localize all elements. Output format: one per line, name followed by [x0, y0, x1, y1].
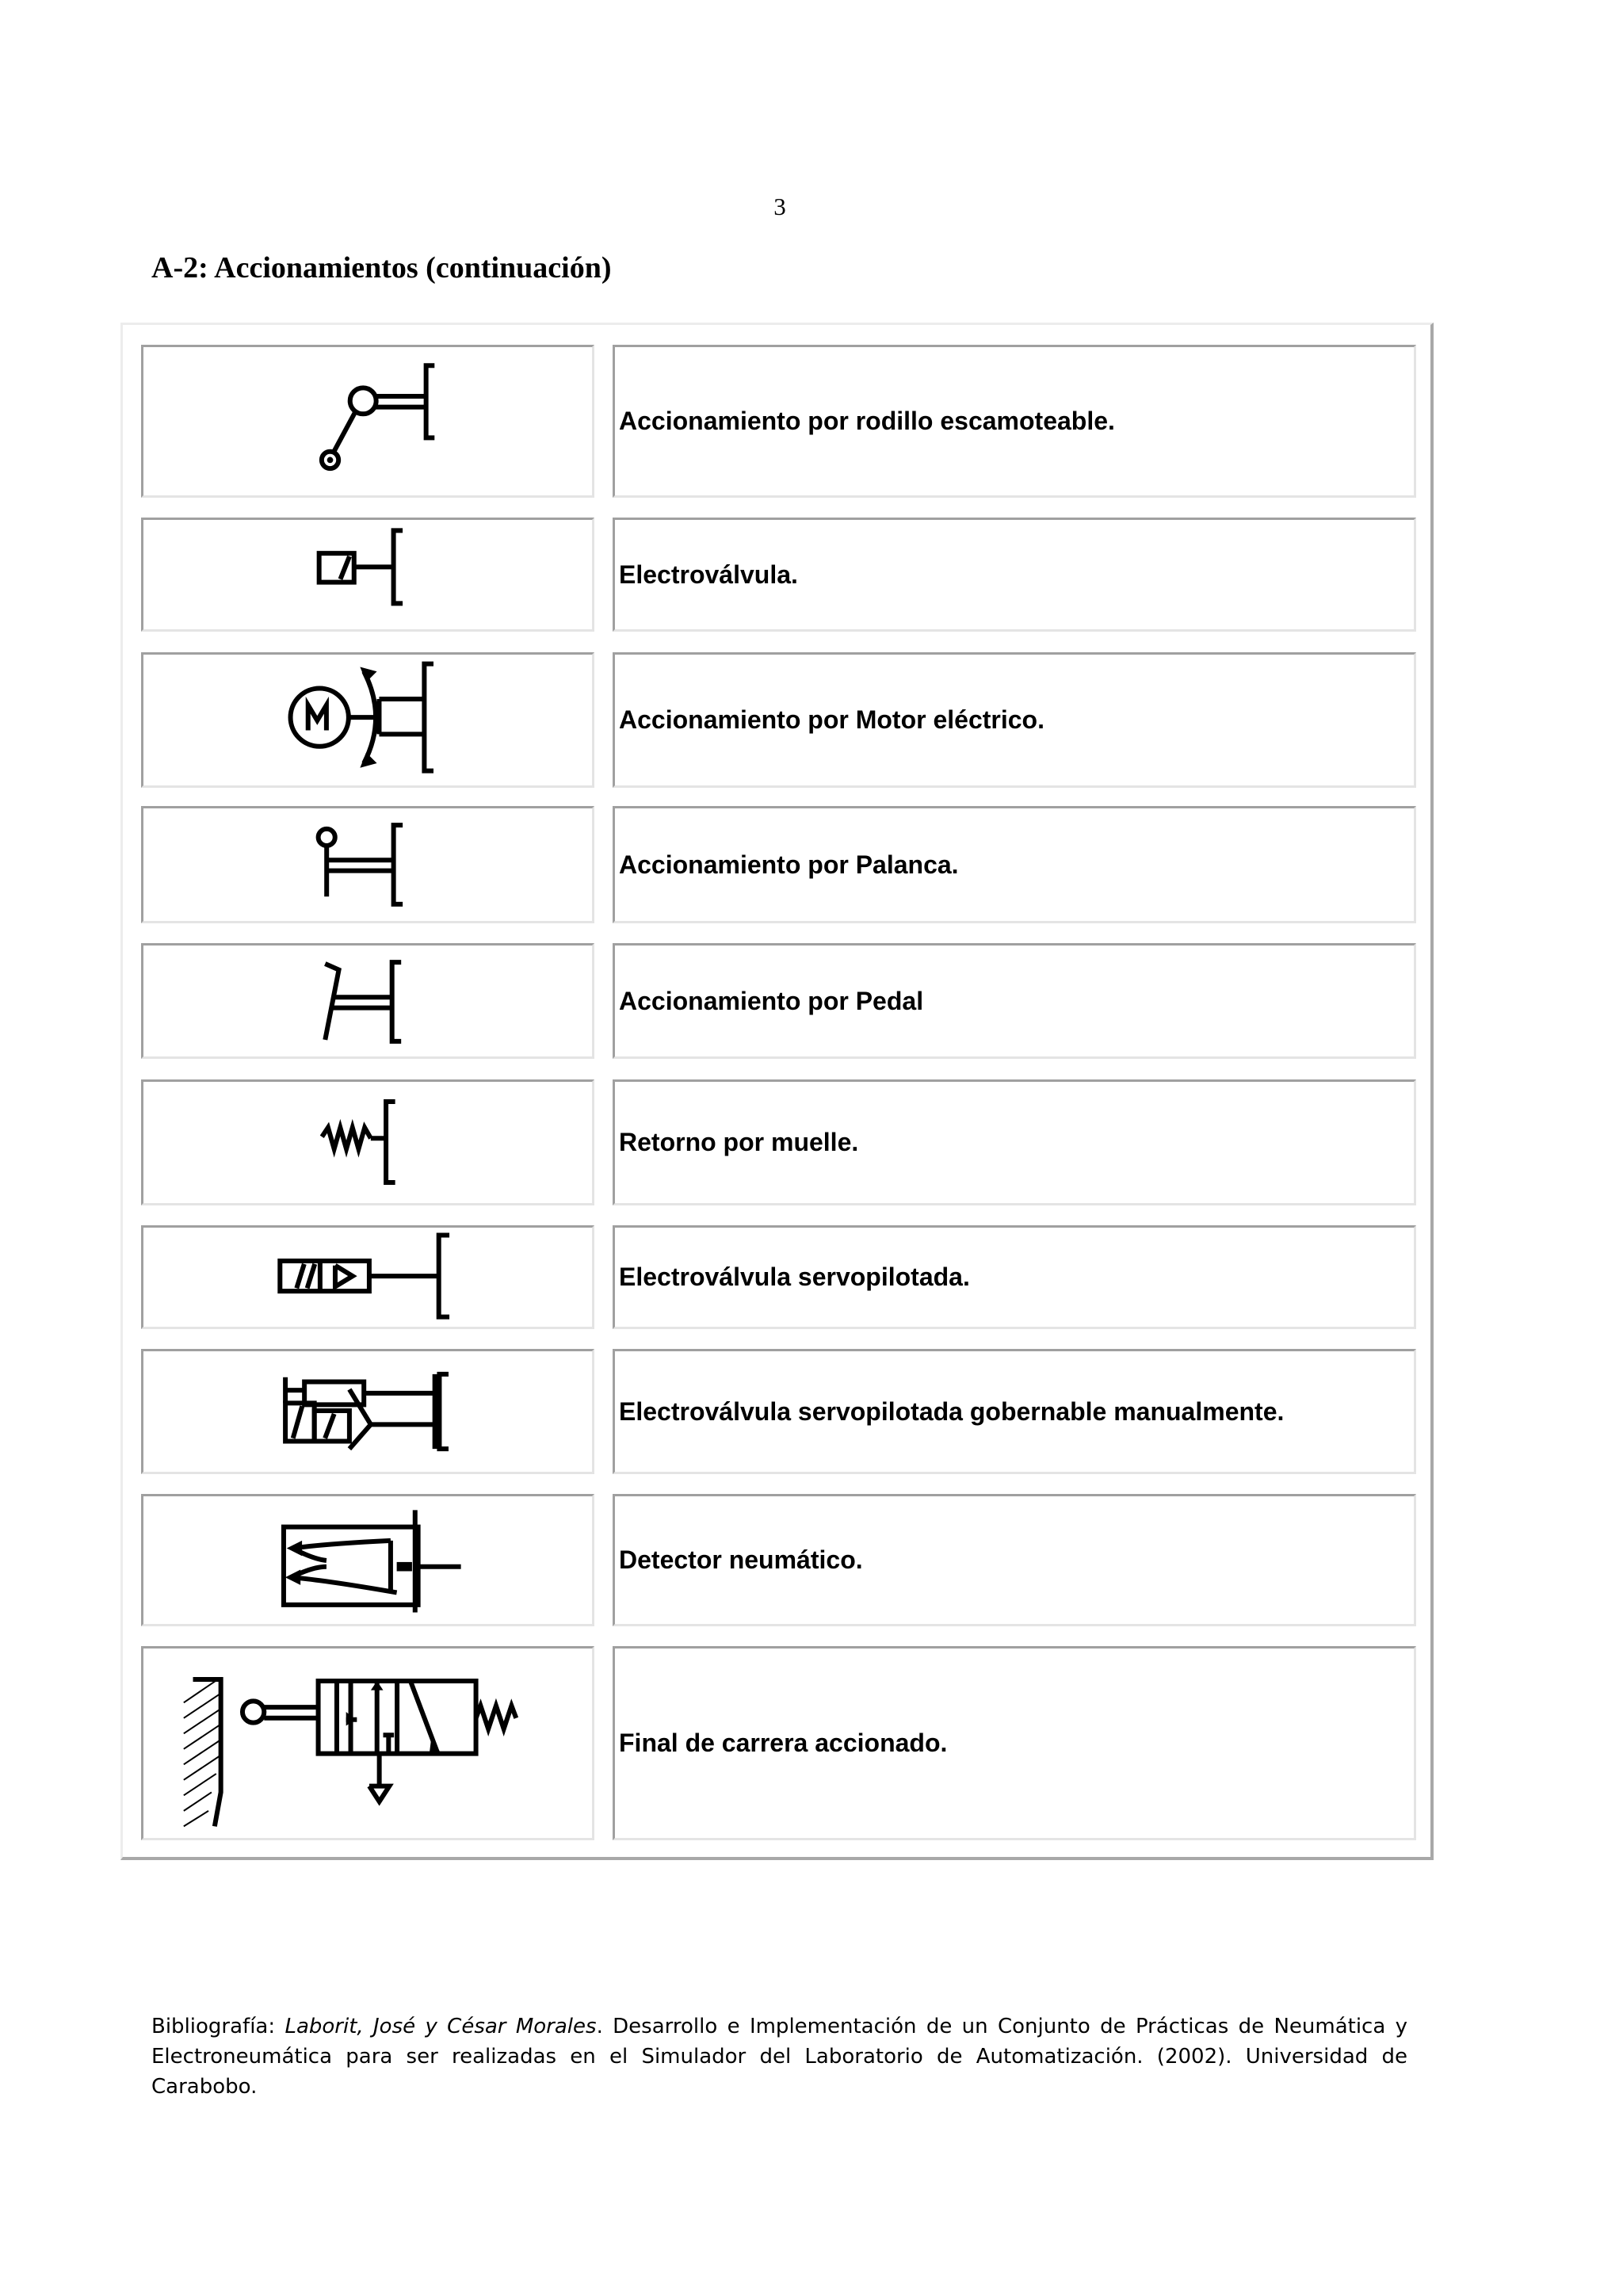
symbol-cell-4 — [141, 806, 594, 923]
symbol-cell-10 — [141, 1646, 594, 1840]
symbol-cell-7 — [141, 1225, 594, 1329]
spring-return-icon — [143, 1082, 592, 1203]
bibliography-authors: Laborit, José y César Morales — [285, 2015, 597, 2038]
label-cell-3: Accionamiento por Motor eléctrico. — [613, 652, 1416, 788]
symbol-cell-8 — [141, 1349, 594, 1474]
bibliography-prefix: Bibliografía: — [151, 2015, 285, 2038]
lever-icon — [143, 808, 592, 921]
label-cell-6: Retorno por muelle. — [613, 1079, 1416, 1205]
symbol-cell-1 — [141, 345, 594, 498]
section-title: A-2: Accionamientos (continuación) — [151, 251, 612, 285]
label-cell-8: Electroválvula servopilotada gobernable manualmente. — [613, 1349, 1416, 1474]
label-cell-4: Accionamiento por Palanca. — [613, 806, 1416, 923]
label-cell-1: Accionamiento por rodillo escamoteable. — [613, 345, 1416, 498]
label-cell-7: Electroválvula servopilotada. — [613, 1225, 1416, 1329]
label-cell-9: Detector neumático. — [613, 1494, 1416, 1626]
symbol-cell-3 — [141, 652, 594, 788]
page-number: 3 — [773, 193, 786, 220]
pneumatic-detector-icon — [143, 1496, 592, 1624]
bibliography — [151, 2011, 1407, 2102]
pilot-solenoid-manual-icon — [143, 1351, 592, 1472]
solenoid-icon — [143, 520, 592, 629]
symbol-cell-5 — [141, 943, 594, 1059]
symbol-cell-9 — [141, 1494, 594, 1626]
label-cell-5: Accionamiento por Pedal — [613, 943, 1416, 1059]
electric-motor-icon — [143, 655, 592, 785]
pilot-solenoid-icon — [143, 1228, 592, 1327]
symbol-cell-6 — [141, 1079, 594, 1205]
pedal-icon — [143, 946, 592, 1056]
retractable-roller-icon — [143, 347, 592, 495]
bibliography-text: . Desarrollo e Implementación de un Conjunto de Prácticas de Neumática y Electroneumática para ser realizadas en el Simulador del Laboratorio de Automatización. (2002). Universidad de Carabobo. — [151, 2015, 1408, 2099]
symbol-cell-2 — [141, 518, 594, 632]
label-cell-2: Electroválvula. — [613, 518, 1416, 632]
limit-switch-icon — [143, 1648, 592, 1838]
label-cell-10: Final de carrera accionado. — [613, 1646, 1416, 1840]
